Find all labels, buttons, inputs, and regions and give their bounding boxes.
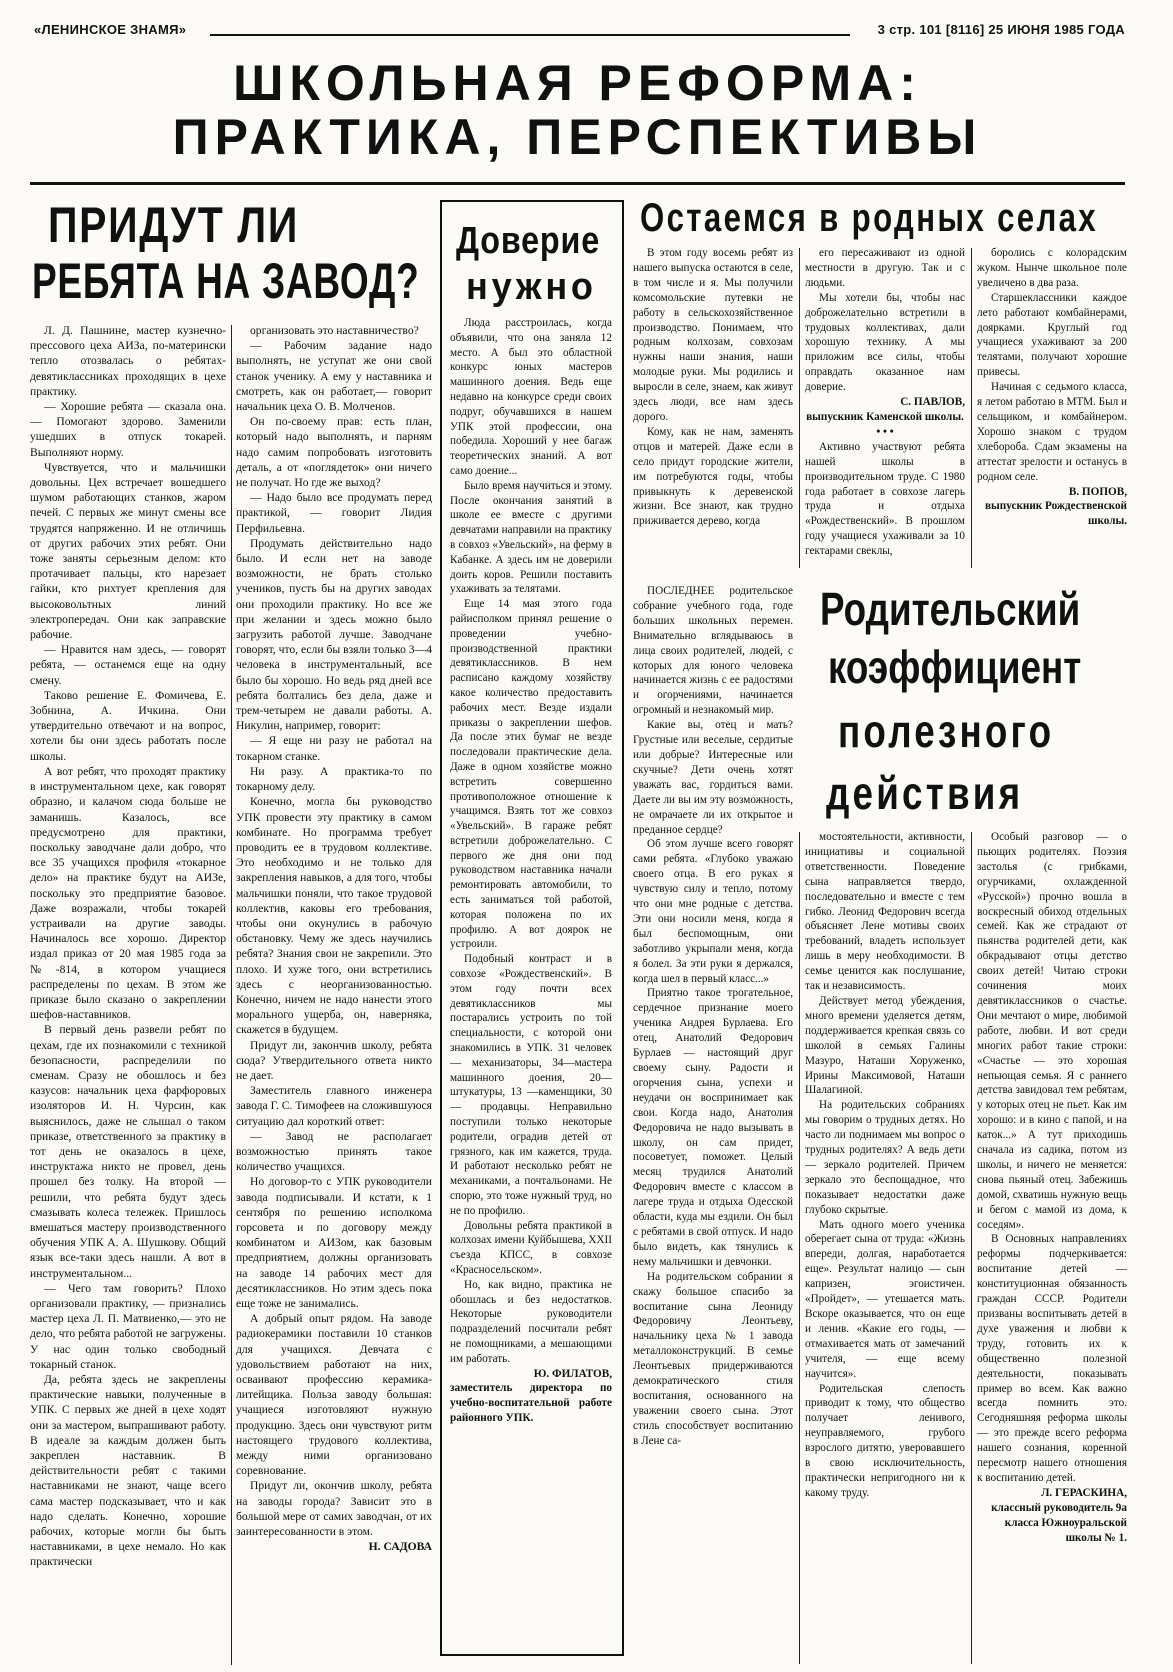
paragraph: А вот ребят, что проходят практику в инструментальном цехе, как говорят образно, и калачом сюда больше не заманишь. Казалось, все предусмотрено для практики, поскольку заводчане дали добро, что все 35 учащихся профиля «токарное дело» на практике будут на АИЗе, поскольку это предприятие базовое. Даже возражали, чтобы токарей устраивали на другие заводы. Начиналось все хорошо. Директор издал приказ от 20 мая 1985 года за №-814, в котором учащиеся распределены по цехам. В этом же приказе было сказано о закреплении шефов-наставников. [30,764,226,1022]
paragraph: Он по-своему прав: есть план, который надо выполнять, и парням надо самим попробовать изготовить деталь, а от «поглядеток» они ничего не получат. Но где же выход? [236,415,432,490]
paragraph: ПОСЛЕДНЕЕ родительское собрание учебного года, годе больших школьных перемен. Внимательно вглядываюсь в лица своих родителей, людей, с которых для юного человека начинается жизнь с ее радостями и огорчениями, начинается огромный и незнакомый мир. [633,585,793,717]
paragraph: Продумать действительно надо было. И если нет на заводе возможности, не брать столько учеников, пусть бы на других заводах они проходили практику. Но все же при желании и здесь можно было загрузить работой лучше. Заводчане говорят, что, если бы взяли только 3—4 человека в инструментальный, все было бы хорошо. Но ведь ряд дней все ребята болтались без дела, даже и трем-четырем не давали работы. А. Никулин, например, говорит: [236,536,432,733]
separator-stars: • • • [876,425,894,438]
column-divider [799,832,800,1664]
issue-info: 3 стр. 101 [8116] 25 ИЮНЯ 1985 ГОДА [877,22,1125,37]
article4-column2 [805,830,965,1670]
paragraph: Старшеклассники каждое лето работают комбайнерами, доярками. Круглый год учащиеся ухаживают за 200 телятами, получают хорошие привесы. [977,291,1127,379]
paragraph: Родительская слепость приводит к тому, что общество получает ленивого, неуправляемого, грубого взрослого дитятю, уверовавшего в свою исключительность, практически непригодного ни к какому труду. [805,1382,965,1499]
paragraph: Особый разговор — о пьющих родителях. Поэзия застолья (с грибками, огурчиками, охлажденной «Русской») прочно вошла в воскресный обиход отдельных семей. Как же страдают от пьянства родителей дети, как обкрадывают отцы детство своих детей! Читаю строки сочинения моих девятиклассников о счастье. Они мечтают о мире, любимой работе, любви. И вот среди многих работ такие строки: «Счастье — это хорошая непьющая семья. Я с раннего детства завидовал тем ребятам, у которых отец не пьет. Как им хорошо: и в кино с папой, и на каток...» А тут приходишь сначала из садика, потом из школы, и ничего не меняется: снова пьяный отец. Забежишь домой, схватишь нужную вещь и бегом с мамой из дома, к соседям». [977,831,1127,1231]
article2-signature-role: заместитель директора по учебно-воспитательной работе районного УПК. [450,1382,612,1424]
title-rule [30,182,1125,185]
paragraph: Приятно такое трогательное, сердечное признание моего ученика Андрея Бурлаева. Его отец, Анатолий Федорович Бурлаев — настоящий друг своему сыну. Радости и огорчения сына, успехи и неудачи он воспринимает как свои. Когда надо, Анатолия Федоровича не надо вызывать в школу, он сам придет, посоветует, поможет. Целый месяц трудился Анатолий Федорович вместе с классом в лагере труда и отдыха Одесской области, куда мы ездили. Он был с ребятами в свой отпуск. И надо было видеть, как тянулись к нему мальчишки и девчонки. [633,987,793,1268]
paragraph: Придут ли, окончив школу, ребята на заводы города? Зависит это в большой мере от самих заводчан, от их заинтересованности в этом. [236,1479,432,1539]
paragraph: А добрый опыт рядом. На заводе радиокерамики поставили 10 станков для учащихся. Девчата с удовольствием работают на них, осваивают профессию керамика-литейщика. Польза заводу большая: учащиеся изготовляют нужную продукцию. Здесь они чувствуют ритм настоящего трудового коллектива, между ними организовано соревнование. [236,1312,432,1478]
article2-body [450,316,612,1646]
paragraph: мостоятельности, активности, инициативы и социальной ответственности. Поведение сына направляется твердо, последовательно и вместе с тем гибко. Леонид Федорович всегда объясняет Лене мотивы своих требований, владеть использует лишь в меру необходимости. В семье ценится как послушание, так и независимость. [805,831,965,993]
article4-title-line4: действия [826,767,1024,819]
paragraph: Но, как видно, практика не обошлась и без недостатков. Некоторые руководители подразделений посчитали ребят не помощниками, а мешающими им работать. [450,1278,612,1365]
article3-column3 [977,246,1127,578]
article3-column2 [805,246,965,578]
paragraph: Конечно, могла бы руководство УПК провести эту практику в самом комбинате. Но программа требует проводить ее в трудовом коллективе. Это необходимо и не только для закрепления навыков, а для того, чтобы мальчишки поняли, что такое трудовой коллектив, каковы его требования, чтобы они окунулись в рабочую обстановку. Чему же здесь научились ребята? Знания свои не закрепили. Это плохо. И хуже того, они встретились здесь с неорганизованностью. Конечно, ничем не надо нанести этого морального ущерба, он, наверняка, скажется в будущем. [236,795,432,1037]
article1-title-line1: ПРИДУТ ЛИ [48,197,299,253]
article1-column2 [236,323,432,1668]
paragraph: Чувствуется, что и мальчишки довольны. Цех встречает вошедшего шумом работающих станков, жаром печей. С первых же минут смены все трудятся напряженно. И не отличишь от других рабочих этих ребят. Они тоже заняты серьезным делом: кто протачивает пальцы, кто нарезает гайки, кто рихтует крепления для высоковольтных линий электропередач. Они как заправские рабочие. [30,460,226,642]
article2-title-line1: Доверие [456,220,601,262]
article4-title-line3: полезного [838,705,1055,757]
paragraph: — Завод не располагает возможностью принять такое количество учащихся. [236,1129,432,1174]
article4-title-line2: коэффициент [828,641,1082,693]
paragraph: — Рабочим задание надо выполнять, не уступат же они свой станок ученику. А ему у наставника и смотреть, как он работает,— говорит начальник цеха О. В. Молченов. [236,339,432,414]
paragraph: Но договор-то с УПК руководители завода подписывали. И кстати, к 1 сентября по решению исполкома горсовета и по договору между комбинатом и АИЗом, как базовым предприятием, должны организовать на заводе 14 рабочих мест для десятиклассников. Но этим здесь пока еще тоже не занимались. [236,1175,432,1310]
newspaper-name: «ЛЕНИНСКОЕ ЗНАМЯ» [34,22,187,37]
article3-column1 [633,246,793,578]
column-divider [799,248,800,568]
main-title-line2: ПРАКТИКА, ПЕРСПЕКТИВЫ [172,109,983,165]
article4-signature-role: классный руководитель 9а класса Южноуральской школы № 1. [991,1501,1127,1544]
paragraph: Л. Д. Пашнине, мастер кузнечно-прессового цеха АИЗа, по-матерински тепло отозвалась о ребятах-девятиклассниках проходящих в цехе практику. [30,324,226,398]
column-divider [971,248,972,568]
paragraph: Придут ли, закончив школу, ребята сюда? Утвердительного ответа никто не дает. [236,1038,432,1082]
paragraph: Мы хотели бы, чтобы нас доброжелательно встретили в трудовых коллективах, дали хорошую технику. А мы приложим все силы, чтобы оправдать оказанное нам доверие. [805,291,965,394]
paragraph: организовать это наставничество? [250,324,419,337]
article3-signature2-role: выпускник Рождественской школы. [985,500,1127,528]
paragraph: — Чего там говорить? Плохо организовали практику, — признались мастер цеха Л. П. Матвиенко,— это не дело, что ребята работой не загружены. У нас один только свободный токарный станок. [30,1281,226,1371]
article4-title-line1: Родительский [820,583,1081,635]
paragraph: Было время научиться и этому. После окончания занятий в школе ее вместе с другими девчатами направили на практику в совхоз «Увельский», на ферму в Кабанке. А здесь им не доверили доить коров. Решили поставить ухаживать за телятами. [450,479,612,596]
paragraph: Таково решение Е. Фомичева, Е. Зобнина, А. Ичкина. Они утвердительно отвечают и на вопрос, хотели бы они здесь работать после школы. [30,688,226,763]
paragraph: — Я еще ни разу не работал на токарном станке. [236,734,432,763]
paragraph: Довольны ребята практикой в колхозах имени Куйбышева, XXII съезда КПСС, в совхозе «Красносельском». [450,1219,612,1276]
paragraph: — Надо было все продумать перед практикой, — говорит Лидия Перфильевна. [236,491,432,535]
article4-column3 [977,830,1127,1670]
article4-signature-name: Л. ГЕРАСКИНА, [1041,1486,1127,1499]
article1-title-line2: РЕБЯТА НА ЗАВОД? [32,253,420,309]
article1-column1 [30,323,226,1668]
article3-signature1-name: С. ПАВЛОВ, [900,396,965,409]
column-divider [231,325,232,1665]
paragraph: Начиная с седьмого класса, я летом работаю в МТМ. Был и сельщиком, и комбайнером. Хорошо знаком с трудом хлебороба. Сдам экзамены на аттестат зрелости и останусь в родном селе. [977,381,1127,483]
paragraph: Какие вы, отец и мать? Грустные или веселые, сердитые или добрые? Интересные или скучные? Дети очень хотят уважать вас, гордиться вами. Даете ли вы им эту возможность, не омрачаете ли их открытое и преданное сердце? [633,719,793,836]
paragraph: Еще 14 мая этого года райисполком принял решение о проведении учебно-производственной практики девятиклассников. В нем расписано каждому хозяйству какое количество предоставить рабочих мест. Везде издали приказы о закреплении шефов. Да после этих бумаг не везде последовали практические дела. Даже в одном хозяйстве можно встретить совершенно противоположное отношение к учащимся. Взять тот же совхоз «Увельский». В гараже ребят встретили доброжелательно. С первого же дня они под руководством наставника начали ремонтировать автомобили, то есть заниматься той работой, которая положена по их профилю. А вот доярок не устроили. [450,598,612,951]
article2-title-line2: нужно [466,266,597,308]
paragraph: Мать одного моего ученика оберегает сына от труда: «Жизнь впереди, долгая, наработается еще». Результат налицо — сын капризен, эгоистичен. «Пройдет», — утешается мать. Вскоре оказывается, что он еще и ленив. «Какие его годы, — отмахивается мать от замечаний учителя, — еще всему научится». [805,1218,965,1380]
paragraph: На родительских собраниях мы говорим о трудных детях. Но часто ли поднимаем мы вопрос о трудных родителях? А ведь дети — зеркало родителей. Причем зеркало это беспощадное, что показывает недостатки даже глубоко скрытые. [805,1099,965,1216]
article1-signature: Н. САДОВА [368,1540,432,1554]
paragraph: В первый день развели ребят по цехам, где их познакомили с техникой безопасности, распределили по сменам. Сразу не обошлось и без казусов: начальник цеха фарфоровых изоляторов И. Н. Чурсин, как выяснилось, даже не слышал о таком приказе, ответственного за практику в тот день не оказалось в цехе, инструктажа никто не провел, день прошел без толку. На второй — решили, что ребята будут здесь смазывать колеса тележек. Пришлось вмешаться мастеру производственного обучения УПК А. А. Шушкову. Общий язык все-таки здесь нашли. А вот в инструментальном... [30,1023,226,1280]
paragraph: Люда расстроилась, когда объявили, что она заняла 12 место. А был это областной конкурс юных мастеров машинного доения. Ведь еще недавно на конкурсе среди своих подруг, обучавшихся в нашем УПК этой профессии, она победила. Хороший у нее багаж теоретических знаний. А вот само доение... [450,317,612,477]
paragraph: В Основных направлениях реформы подчеркивается: воспитание детей — конституционная обязанность граждан СССР. Родители призваны воспитывать детей в духе уважения и любви к труду, готовить их к общественно полезной деятельности, показывать пример во всем. Как важно всегда помнить это. Сегодняшняя реформа школы — это прежде всего реформа нашего сознания, коренной пересмотр нашего отношения к воспитанию детей. [977,1233,1127,1484]
paragraph: На родительском собрании я скажу большое спасибо за воспитание сына Леониду Федоровичу Леонтьеву, начальнику цеха № 1 завода металлоконструкций. В семье Леонтьевых придерживаются демократического стиля воспитания, основанного на уважении своего сына. Этот стиль способствует воспитанию в Лене са- [633,1270,793,1447]
paragraph: Об этом лучше всего говорят сами ребята. «Глубоко уважаю своего отца. В его руках я чувствую силу и тепло, потому что они мне родные с детства. Эти они носили меня, когда я был беспомощным, они заботливо укрыпали меня, когда я болел. За эти руки я держался, когда шел в первый класс...» [633,838,793,985]
paragraph: Активно участвуют ребята нашей школы в производительном труде. С 1980 года работает в совхозе лагерь труда и отдыха «Рождественский». В прошлом году учащиеся ухаживали за 10 гектарами свеклы, [805,440,965,558]
article2-signature-name: Ю. ФИЛАТОВ, [533,1367,612,1380]
paragraph: Заместитель главного инженера завода Г. С. Тимофеев на сложившуюся ситуацию дал короткий ответ: [236,1084,432,1128]
column-divider [971,832,972,1664]
article3-signature1-role: выпускник Каменской школы. [806,410,964,423]
article3-title: Остаемся в родных селах [640,196,1099,240]
paragraph: — Нравится нам здесь, — говорят ребята, — останемся еще на одну смену. [30,643,226,687]
header-rule [210,34,850,36]
paragraph: боролись с колорадским жуком. Нынче школьное поле увеличено в два раза. [977,247,1127,289]
article4-column1 [633,584,793,1669]
paragraph: В этом году восемь ребят из нашего выпуска остаются в селе, в том числе и я. Мы получили комсомольские путевки не работу в сельскохозяйственное производство. Понимаем, что родным колхозам, совхозам нужны наши знания, наши молодые руки. Мы родились и выросли в селе, знаем, как живут здесь люди, все нам здесь дорого. [633,247,793,423]
article3-signature2-name: В. ПОПОВ, [1068,485,1127,498]
paragraph: его пересаживают из одной местности в другую. Так и с людьми. [805,247,965,289]
paragraph: Ни разу. А практика-то по токарному делу. [236,764,432,794]
paragraph: — Хорошие ребята — сказала она.— Помогают здорово. Заменили ушедших в отпуск токарей. Выполняют норму. [30,400,226,459]
paragraph: Подобный контраст и в совхозе «Рождественский». В этом году почти всех девятиклассников мы постарались устроить по той специальности, с которой они знакомились в УПК. 31 человек — механизаторы, 34—мастера машинного доения, 20— штукатуры, 13 —каменщики, 30— продавцы. Неправильно поступили только некоторые родители, оградив детей от грязного, как им кажется, труда. И работают несколько ребят не механиками, а почтальонами. Не спорю, это тоже нужный труд, но не по профилю. [450,953,612,1217]
paragraph: Кому, как не нам, заменять отцов и матерей. Даже если в село придут городские жители, им потребуются годы, чтобы привыкнуть к деревенской жизни. Все знают, как трудно приживается дерево, когда [633,425,793,528]
main-title-line1: ШКОЛЬНАЯ РЕФОРМА: [233,55,922,111]
paragraph: Действует метод убеждения, много времени уделяется детям, поддерживается крепкая связь со школой в семьях Галины Мазуро, Наташи Хоруженко, Ирины Максимовой, Наташи Шалагиной. [805,994,965,1097]
paragraph: Да, ребята здесь не закреплены практические навыки, полученные в УПК. С первых же дней в цехе ходят они за мастером, выпрашивают работу. В идеале за каждым должен быть закреплен наставник. В действительности ребят с такими наставниками не знают, чаще всего сама мастер подсказывает, что и как надо сделать. Конечно, хорошие рабочих, которые могли бы быть наставниками, в цехе немало. Но как практически [30,1373,226,1569]
